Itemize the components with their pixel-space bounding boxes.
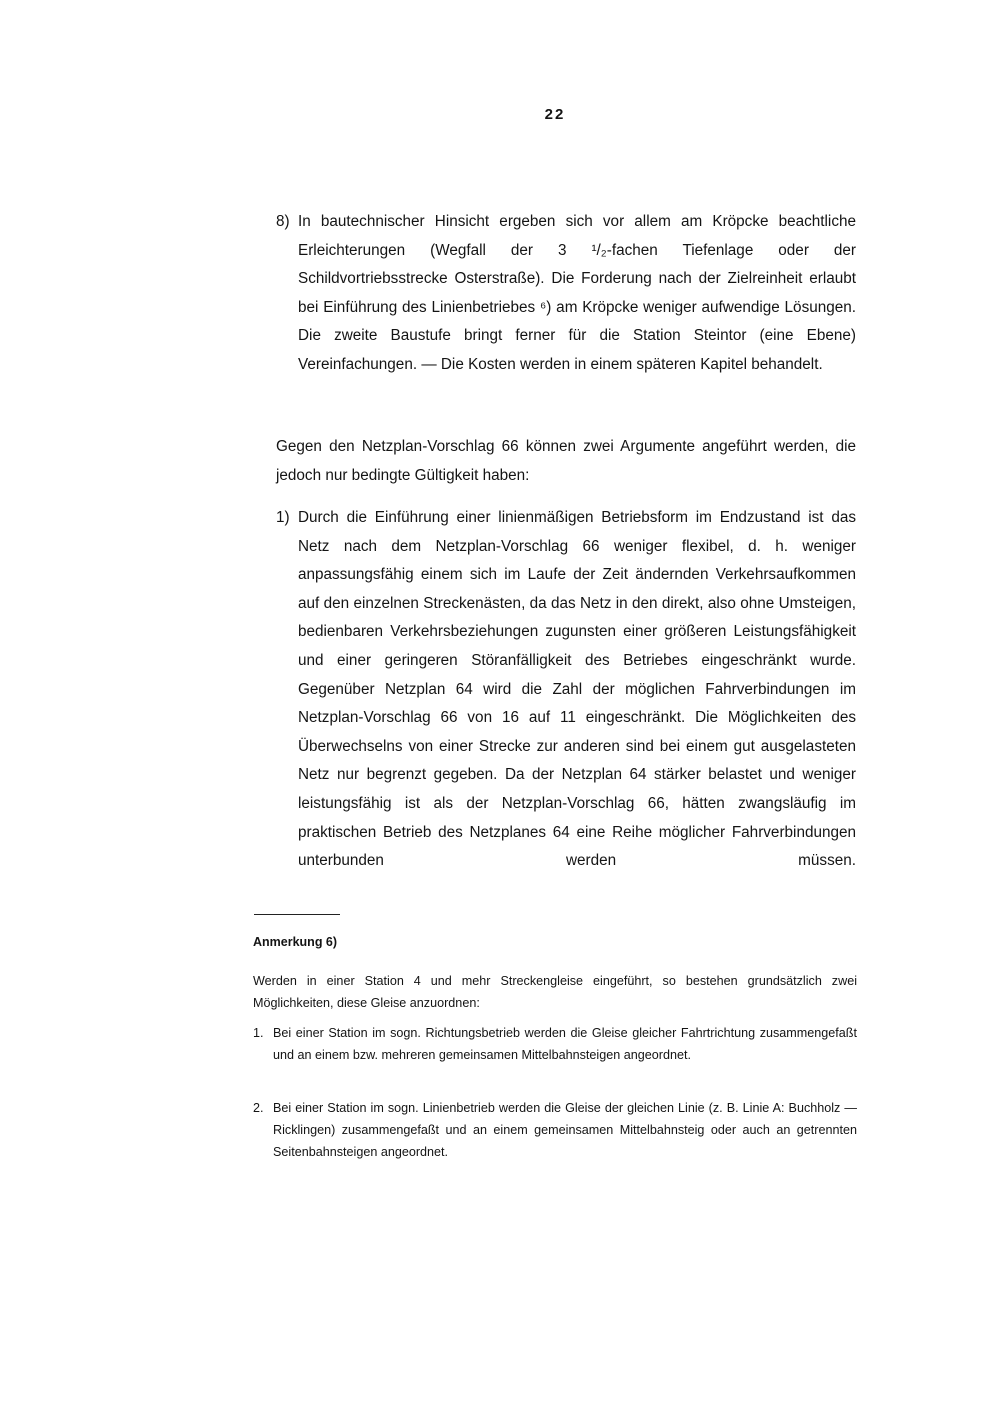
footnote-list-item (253, 1022, 857, 1066)
footnote-list-item (253, 1097, 857, 1163)
footnote-item-text: Bei einer Station im sogn. Linienbetrieb werden die Gleise der gleichen Linie (z. B. Linie A: Buchholz — Ricklingen) zusammengefaßt und an einem gemeinsamen Mittelbahnsteig oder auch an getrennten Seitenbahnsteigen angeordnet. (273, 1101, 857, 1159)
page-number: 22 (544, 106, 566, 123)
footnote-item-number: 1. (253, 1026, 264, 1040)
footnote-intro: Werden in einer Station 4 und mehr Streckengleise eingeführt, so bestehen grundsätzlich zwei Möglichkeiten, diese Gleise anzuordnen: (253, 974, 857, 1010)
item-text: Durch die Einführung einer linienmäßigen Betriebsform im Endzustand ist das Netz nach dem Netzplan-Vorschlag 66 weniger flexibel, d. h. weniger anpassungsfähig einem sich im Laufe der Zeit ändernden Verkehrsaufkommen auf den einzelnen Streckenästen, da das Netz in den direkt, also ohne Umsteigen, bedienbaren Verkehrsbeziehungen zugunsten einer größeren Leistungsfähigkeit und einer geringeren Störanfälligkeit des Betriebes eingeschränkt wurde. Gegenüber Netzplan 64 wird die Zahl der möglichen Fahrverbindungen im Netzplan-Vorschlag 66 von 16 auf 11 eingeschränkt. Die Möglichkeiten des Überwechselns von einer Strecke zur anderen sind bei einem gut ausgelasteten Netz nur begrenzt gegeben. Da der Netzplan 64 stärker belastet und weniger leistungsfähig ist als der Netzplan-Vorschlag 66, hätten zwangsläufig im praktischen Betrieb des Netzplanes 64 eine Reihe möglicher Fahrverbindungen unterbunden werden müssen. (298, 509, 856, 870)
footnote-heading: Anmerkung 6) (253, 935, 338, 949)
footnote-item-text: Bei einer Station im sogn. Richtungsbetrieb werden die Gleise gleicher Fahrtrichtung zusammengefaßt und an einem bzw. mehreren gemeinsamen Mittelbahnsteigen angeordnet. (273, 1026, 857, 1062)
footnote-item-number: 2. (253, 1101, 264, 1115)
footnote-divider (254, 914, 340, 915)
paragraph-item-8 (276, 208, 856, 380)
paragraph-item-1 (276, 504, 856, 876)
item-number: 8) (276, 213, 290, 230)
paragraph-intro: Gegen den Netzplan-Vorschlag 66 können zwei Argumente angeführt werden, die jedoch nur bedingte Gültigkeit haben: (276, 438, 856, 484)
item-number: 1) (276, 509, 290, 526)
item-text: In bautechnischer Hinsicht ergeben sich vor allem am Kröpcke beachtliche Erleichterungen (Wegfall der 3 ¹/₂-fachen Tiefenlage oder der Schildvortriebsstrecke Osterstraße). Die Forderung nach der Zielreinheit erlaubt bei Einführung des Linienbetriebes ⁶) am Kröpcke weniger aufwendige Lösungen. Die zweite Baustufe bringt ferner für die Station Steintor (eine Ebene) Vereinfachungen. — Die Kosten werden in einem späteren Kapitel behandelt. (298, 213, 856, 373)
